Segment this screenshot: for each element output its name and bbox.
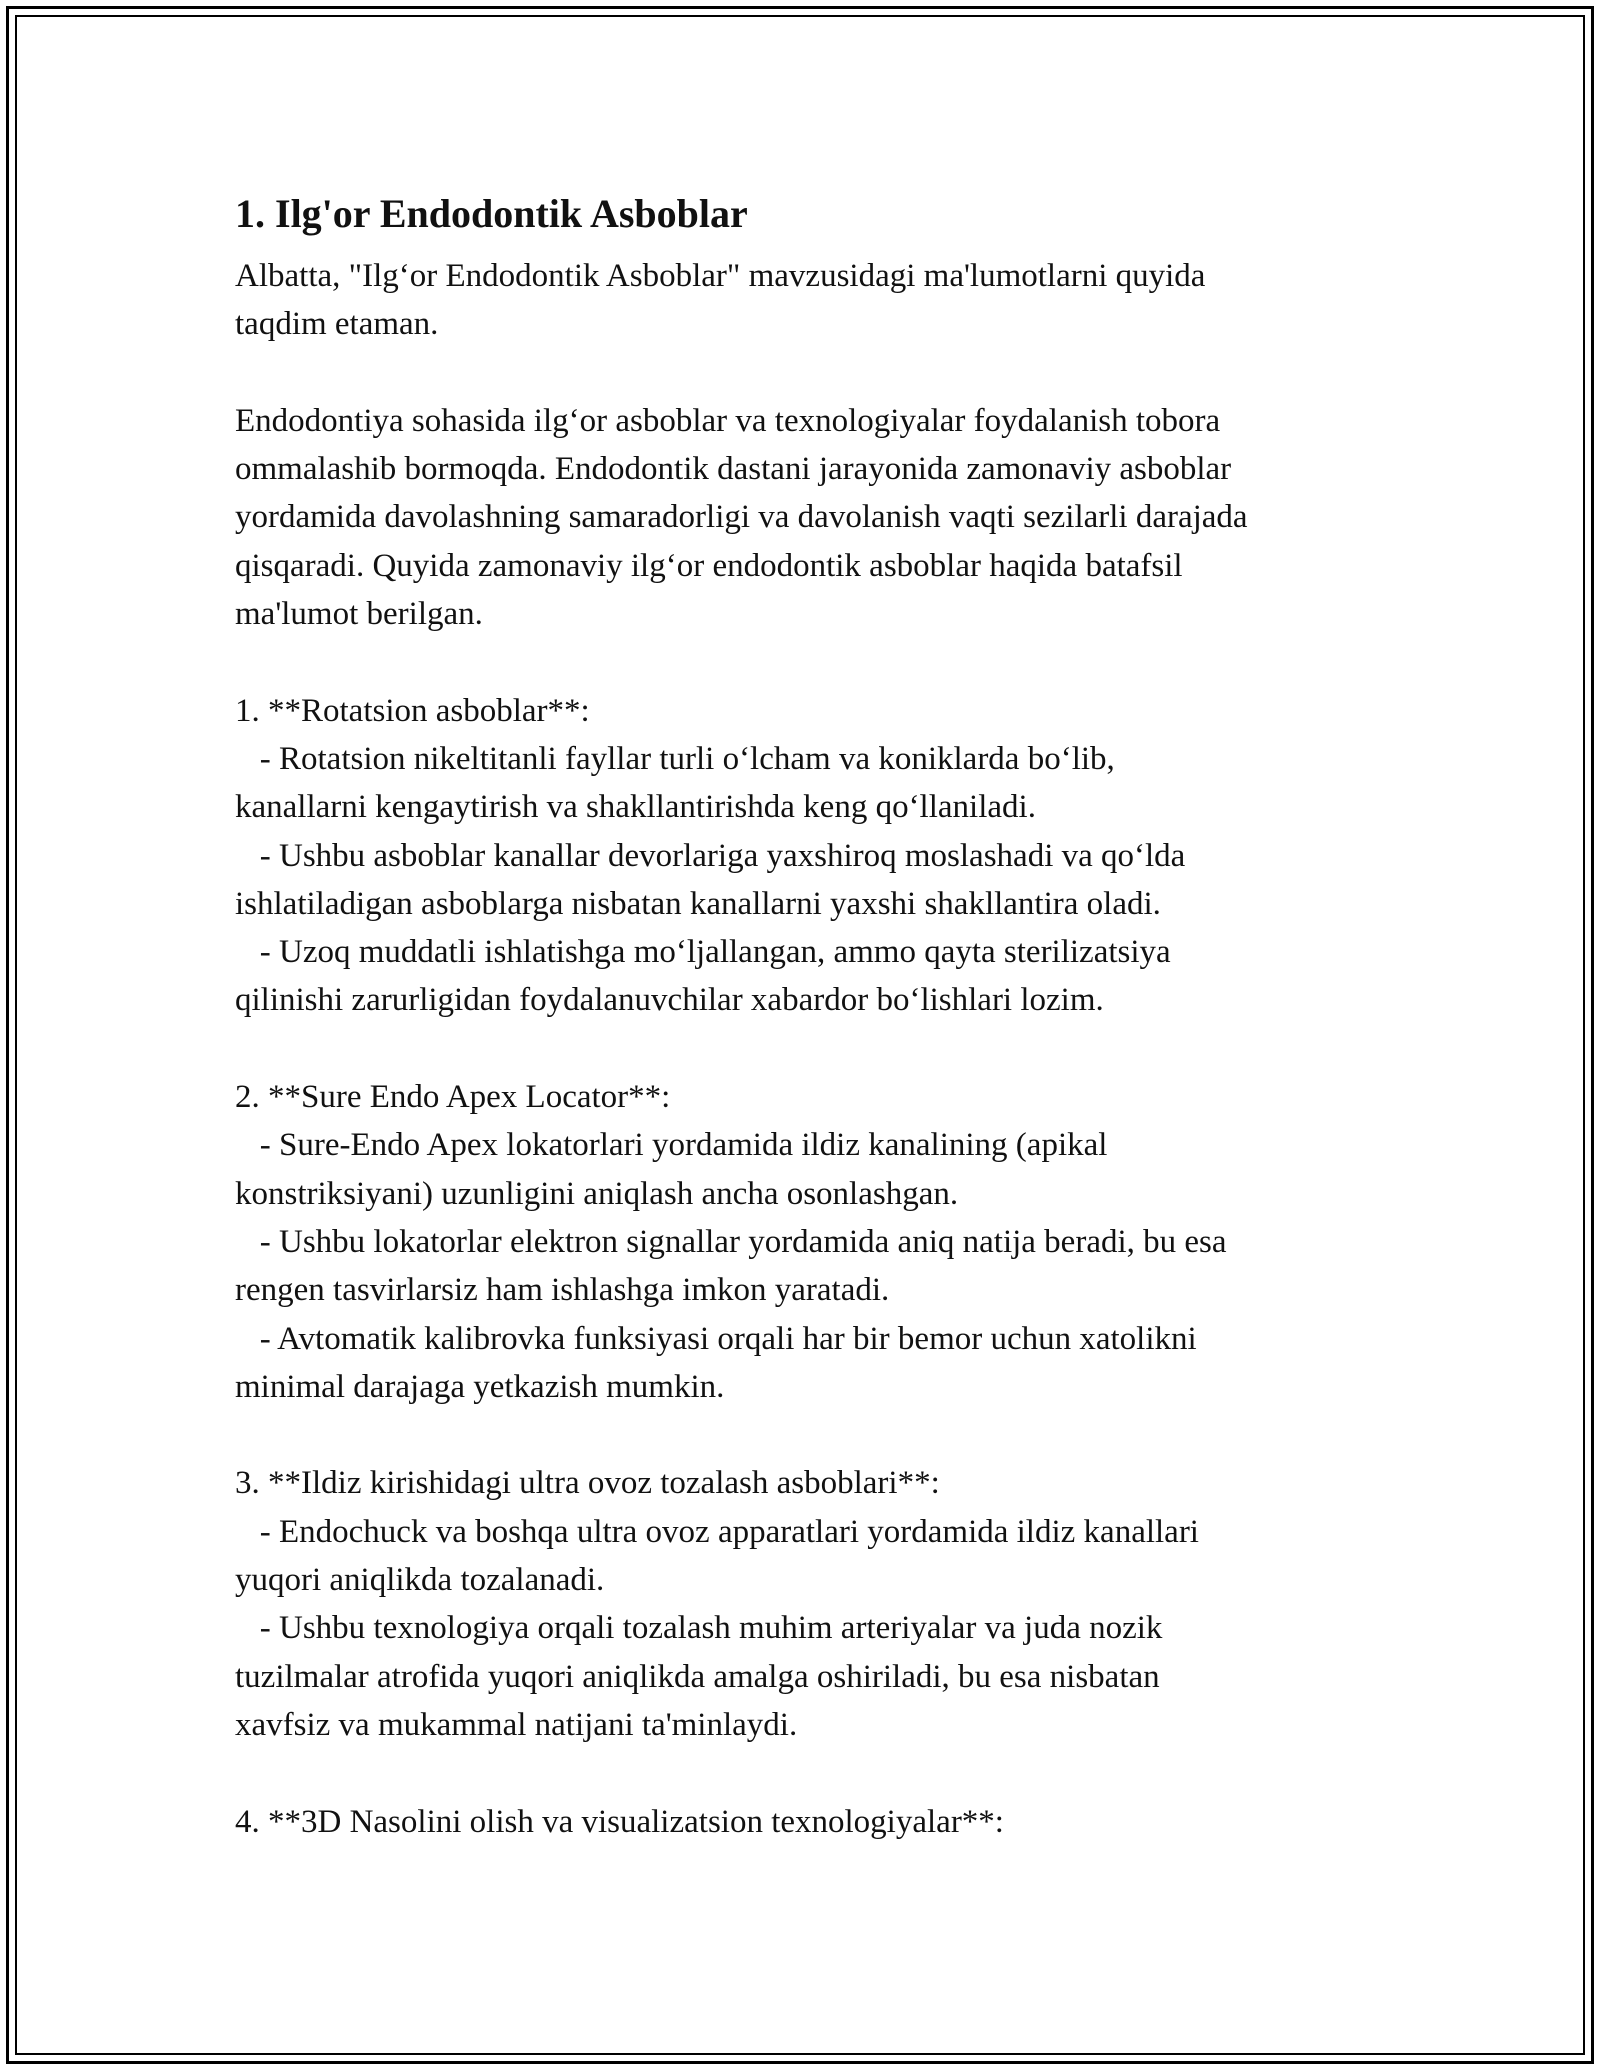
document-content [235,180,1385,1846]
document-body: Albatta, "Ilg‘or Endodontik Asboblar" mavzusidagi ma'lumotlarni quyida taqdim etaman. Endodontiya sohasida ilg‘or asboblar va texnologiyalar foydalanish tobora ommalashib bormoqda. Endodontik dastani jarayonida zamonaviy asboblar yordamida davolashning samaradorligi va davolanish vaqti sezilarli darajada qisqaradi. Quyida zamonaviy ilg‘or endodontik asboblar haqida batafsil ma'lumot berilgan. 1. **Rotatsion asboblar**: - Rotatsion nikeltitanli fayllar turli o‘lcham va koniklarda bo‘lib, kanallarni kengaytirish va shakllantirishda keng qo‘llaniladi. - Ushbu asboblar kanallar devorlariga yaxshiroq moslashadi va qo‘lda ishlatiladigan asboblarga nisbatan kanallarni yaxshi shakllantira oladi. - Uzoq muddatli ishlatishga mo‘ljallangan, ammo qayta sterilizatsiya qilinishi zarurligidan foydalanuvchilar xabardor bo‘lishlari lozim. 2. **Sure Endo Apex Locator**: - Sure-Endo Apex lokatorlari yordamida ildiz kanalining (apikal konstriksiyani) uzunligini aniqlash ancha osonlashgan. - Ushbu lokatorlar elektron signallar yordamida aniq natija beradi, bu esa rengen tasvirlarsiz ham ishlashga imkon yaratadi. - Avtomatik kalibrovka funksiyasi orqali har bir bemor uchun xatolikni minimal darajaga yetkazish mumkin. 3. **Ildiz kirishidagi ultra ovoz tozalash asboblari**: - Endochuck va boshqa ultra ovoz apparatlari yordamida ildiz kanallari yuqori aniqlikda tozalanadi. - Ushbu texnologiya orqali tozalash muhim arteriyalar va juda nozik tuzilmalar atrofida yuqori aniqlikda amalga oshiriladi, bu esa nisbatan xavfsiz va mukammal natijani ta'minlaydi. 4. **3D Nasolini olish va visualizatsion texnologiyalar**: [235,258,1248,1840]
document-title: 1. Ilg'or Endodontik Asboblar [235,191,748,236]
